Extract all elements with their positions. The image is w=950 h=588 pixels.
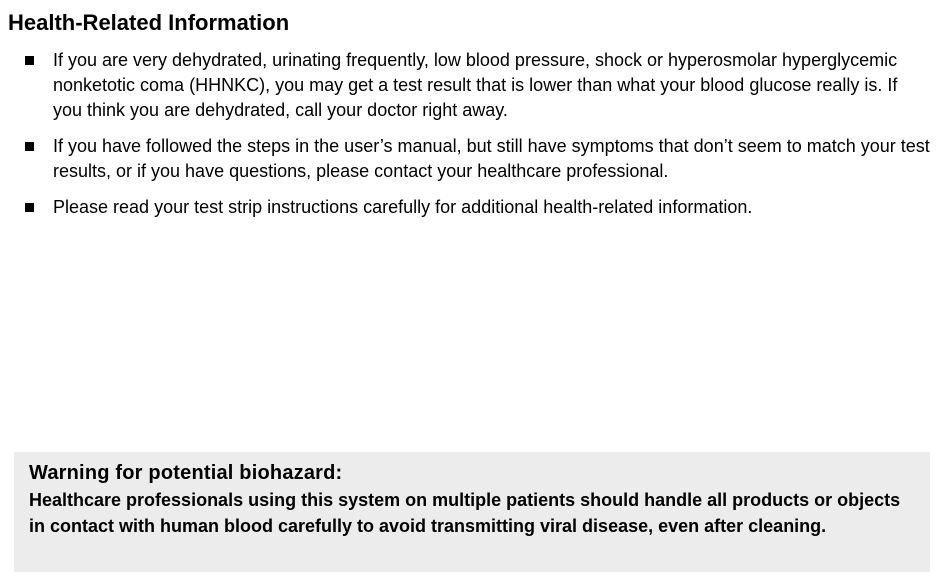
list-item (0, 134, 950, 184)
health-info-list (0, 48, 950, 231)
list-item (0, 48, 950, 123)
square-bullet-icon (25, 56, 34, 65)
square-bullet-icon (25, 203, 34, 212)
list-item (0, 195, 950, 220)
section-title: Health-Related Information (8, 10, 290, 35)
biohazard-warning-box (14, 452, 930, 572)
list-item-text: If you are very dehydrated, urinating frequently, low blood pressure, shock or hyperosmolar hyperglycemic nonketotic coma (HHNKC), you may get a test result that is lower than what your blood glucose really is. If you think you are dehydrated, call your doctor right away. (53, 50, 898, 120)
warning-body: Healthcare professionals using this system on multiple patients should handle all products or objects in contact with human blood carefully to avoid transmitting viral disease, even after cleaning. (29, 490, 901, 536)
list-item-text: If you have followed the steps in the user’s manual, but still have symptoms that don’t seem to match your test results, or if you have questions, please contact your healthcare professional. (53, 136, 930, 181)
square-bullet-icon (25, 142, 34, 151)
list-item-text: Please read your test strip instructions carefully for additional health-related information. (53, 197, 753, 217)
warning-title: Warning for potential biohazard: (29, 462, 343, 484)
